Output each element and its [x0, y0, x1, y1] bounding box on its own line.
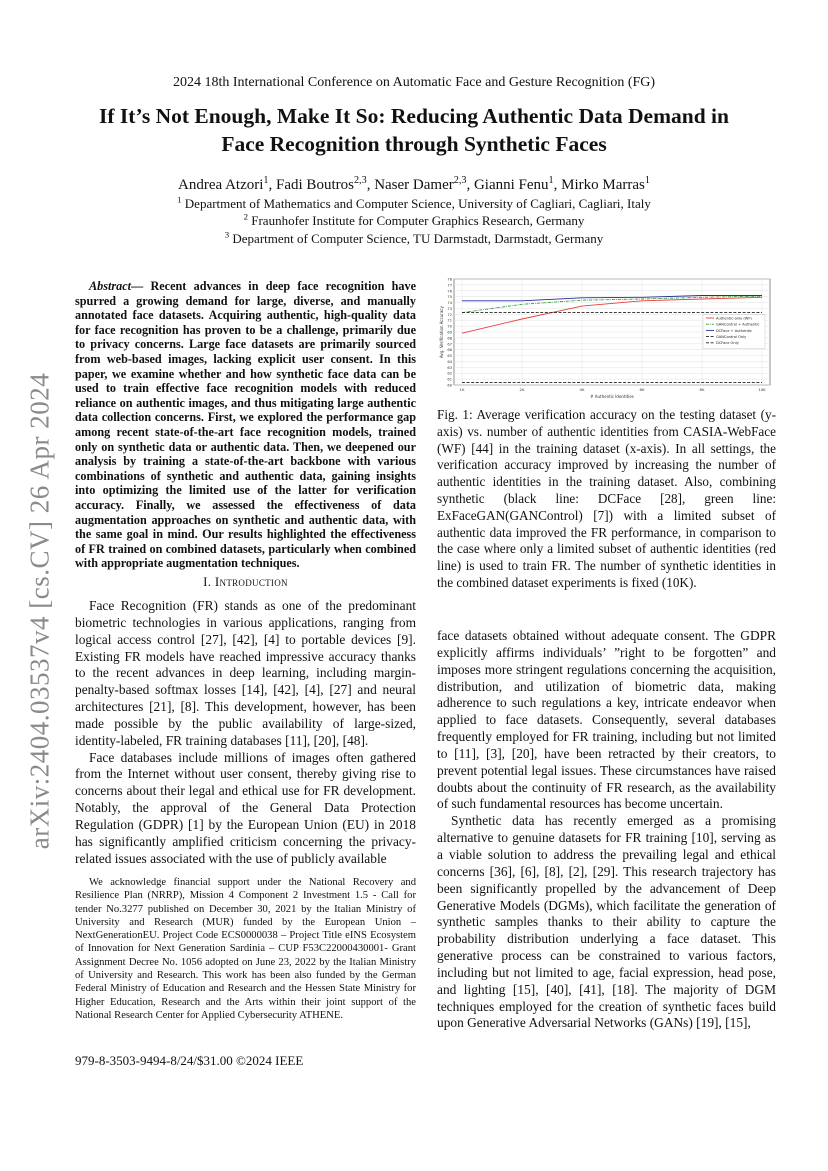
x-axis-label: # Authentic Identities	[590, 394, 634, 399]
author: Mirko Marras$^1$	[561, 175, 650, 193]
y-tick-label: 60	[447, 383, 452, 388]
affiliation: $^2$ Fraunhofer Institute for Computer Graphics Research, Germany	[243, 211, 585, 228]
paragraph: Synthetic data has recently emerged as a promising alternative to genuine datasets for FR training [10], serving as a viable solution to address the prevailing legal and ethical concerns [36], [6], [8], [2], [29]. This research trajectory has been significantly propelled by the advancement of Deep Generative Models (DGMs), which facilitate the generation of synthetic samples thanks to their ability to capture the probability distribution underlying a face dataset. This generative process can be constrained to various factors, including but not limited to age, facial expression, head pose, and lighting [15], [40], [41], [18]. The majority of DGM techniques employed for the creation of synthetic faces build upon Generative Adversarial Networks (GANs) [19], [15],	[437, 813, 776, 1031]
y-tick-label: 72	[447, 312, 452, 317]
legend-entry: GANControl + Authentic	[716, 322, 760, 327]
author: Gianni Fenu$^1$,	[473, 175, 562, 193]
figure-1	[437, 275, 776, 405]
author: Fadi Boutros$^{2,3}$,	[276, 175, 375, 193]
x-tick-label: 10K	[758, 387, 766, 392]
y-tick-label: 73	[447, 306, 452, 311]
y-tick-label: 66	[447, 348, 452, 353]
acknowledgement-footnote: We acknowledge financial support under the National Recovery and Resilience Plan (NRRP), Mission 4 Component 2 Investment 1.5 - Call for tender No.3277 published on December 30, 2021 by the Italian Ministry of University and Research (MUR) funded by the European Union – NextGenerationEU. Project Code ECS0000038 – Project Title eINS Ecosystem of Innovation for Next Generation Sardinia – CUP F53C22000430001- Grant Assignment Decree No. 1056 adopted on June 23, 2022 by the Italian Ministry of University and Research. This work has been also funded by the German Federal Ministry of Education and Research and the Hessen State Ministry for Higher Education, Research and the Arts within their joint support of the National Research Center for Applied Cybersecurity ATHENE.	[75, 877, 416, 1021]
section-heading-introduction: I. Introduction	[203, 574, 288, 589]
y-tick-label: 63	[447, 365, 452, 370]
author: Naser Damer$^{2,3}$,	[374, 175, 474, 193]
paragraph: face datasets obtained without adequate consent. The GDPR explicitly affirms individuals’ ”right to be forgotten” and imposes more stringent regulations concerning the acquisition, distribution, and utilization of biometric data, making adherence to such regulations a key, intricate endeavor when applied to face datasets. Consequently, several databases frequently employed for FR training, including but not limited to [11], [3], [20], have been retracted by their creators, to prevent potential legal issues. These circumstances have raised doubts about the continuity of FR research, as the availability of such fundamental resources has become uncertain.	[437, 628, 776, 812]
y-tick-label: 69	[447, 330, 452, 335]
paragraph: Face Recognition (FR) stands as one of the predominant biometric technologies in various applications, ranging from logical access control [27], [42], [4] to portable devices [9]. Existing FR models have reached impressive accuracy thanks to the recent advances in deep learning, including margin-penalty-based softmax losses [14], [42], [4], [27] and neural architectures [21], [8]. This development, however, has been made possible by the public availability of large-sized, identity-labeled, FR training databases [11], [20], [48].	[75, 598, 416, 748]
legend-entry: DCFace + Authentic	[716, 328, 752, 333]
affiliation: $^1$ Department of Mathematics and Computer Science, University of Cagliari, Cagliari, Italy	[177, 194, 651, 211]
y-tick-label: 65	[447, 354, 452, 359]
abstract-text: Recent advances in deep face recognition have spurred a growing demand for large, diverse, and manually annotated face datasets. Acquiring authentic, high-quality data for face recognition has proven to be a challenge, primarily due to privacy concerns. Large face datasets are primarily sourced from web-based images, lacking explicit user consent. In this paper, we examine whether and how synthetic face data can be used to train effective face recognition models with reduced reliance on authentic images, and thus mitigating large authentic data collection concerns. First, we explored the performance gap among recent state-of-the-art face recognition models, trained only on synthetic data or authentic data. Then, we deepened our analysis by training a state-of-the-art backbone with various combinations of synthetic and authentic data, gaining insights into optimizing the limited use of the latter for verification accuracy. Finally, we assessed the effectiveness of data augmentation approaches on synthetic and authentic data, with the same goal in mind. Our results highlighted the effectiveness of FR trained on combined datasets, particularly when combined with appropriate augmentation techniques.	[75, 279, 417, 571]
right-column-body	[437, 628, 776, 1032]
copyright-line: 979-8-3503-9494-8/24/$31.00 ©2024 IEEE	[75, 1053, 304, 1068]
verification-accuracy-chart	[437, 275, 776, 405]
y-tick-label: 76	[447, 289, 452, 294]
abstract: Abstract— Recent advances in deep face recognition have spurred a growing demand for large, diverse, and manually annotated face datasets. Acquiring authentic, high-quality data for face recognition has proven to be a challenge, primarily due to privacy concerns. Large face datasets are primarily sourced from web-based images, lacking explicit user consent. In this paper, we examine whether and how synthetic face data can be used to train effective face recognition models with reduced reliance on authentic images, and thus mitigating large authentic data collection concerns. First, we explored the performance gap among recent state-of-the-art face recognition models, trained only on synthetic data or authentic data. Then, we deepened our analysis by training a state-of-the-art backbone with various combinations of synthetic and authentic data, gaining insights into optimizing the limited use of the latter for verification accuracy. Finally, we assessed the effectiveness of data augmentation approaches on synthetic and authentic data, with the same goal in mind. Our results highlighted the effectiveness of FR trained on combined datasets, particularly when combined with appropriate augmentation techniques.	[75, 279, 417, 571]
y-tick-label: 67	[447, 342, 452, 347]
abstract-label: Abstract	[89, 279, 131, 293]
legend-entry: GANControl Only	[716, 335, 747, 339]
y-tick-label: 75	[447, 295, 452, 300]
y-tick-label: 70	[447, 324, 452, 329]
affiliation: $^3$ Department of Computer Science, TU Darmstadt, Darmstadt, Germany	[224, 229, 604, 246]
y-tick-label: 78	[447, 277, 452, 282]
y-tick-label: 74	[447, 301, 452, 306]
paper-title-line-2: Face Recognition through Synthetic Faces	[221, 132, 607, 156]
y-tick-label: 62	[447, 371, 452, 376]
y-axis-label: Avg. Verification Accuracy	[439, 306, 444, 358]
x-tick-label: 1K	[459, 387, 465, 392]
y-tick-label: 61	[447, 377, 452, 382]
arxiv-identifier-stamp: arXiv:2404.03537v4 [cs.CV] 26 Apr 2024	[24, 372, 55, 850]
author-list	[0, 177, 828, 194]
author: Andrea Atzori$^1$,	[178, 175, 277, 193]
y-tick-label: 77	[447, 283, 452, 288]
y-tick-label: 71	[447, 318, 452, 323]
x-tick-label: 6K	[639, 387, 645, 392]
paper-title-line-1: If It’s Not Enough, Make It So: Reducing Authentic Data Demand in	[99, 104, 729, 128]
x-tick-label: 4K	[579, 387, 585, 392]
paragraph: Face databases include millions of images often gathered from the Internet without user consent, thereby giving rise to concerns about their legal and ethical use for FR development. Notably, the approval of the General Data Protection Regulation (GDPR) [1] by the European Union (EU) in 2018 has significantly amplified criticism concerning the privacy-related issues associated with the use of publicly available	[75, 749, 416, 866]
paper-title	[60, 102, 768, 158]
legend-entry: Authentic-only (WF)	[716, 316, 752, 321]
x-tick-label: 8K	[699, 387, 705, 392]
y-tick-label: 64	[447, 359, 452, 364]
legend-entry: DCFace Only	[716, 341, 739, 346]
conference-header: 2024 18th International Conference on Automatic Face and Gesture Recognition (FG)	[172, 75, 656, 90]
figure-1-caption: Fig. 1: Average verification accuracy on the testing dataset (y-axis) vs. number of authentic identities from CASIA-WebFace (WF) [44] in the training dataset (x-axis). In all settings, the verification accuracy improved by increasing the number of authentic identities in the training dataset. Also, combining synthetic (black line: DCFace [28], green line: ExFaceGAN(GANControl) [7]) with a limited subset of authentic data improved the FR performance, in comparison to the case where only a limited subset of authentic identities (red line) is used to train FR. The number of synthetic identities in the combined dataset experiments is fixed (10K).	[437, 407, 776, 590]
y-tick-label: 68	[447, 336, 452, 341]
x-tick-label: 2K	[519, 387, 525, 392]
introduction-body	[75, 598, 416, 868]
